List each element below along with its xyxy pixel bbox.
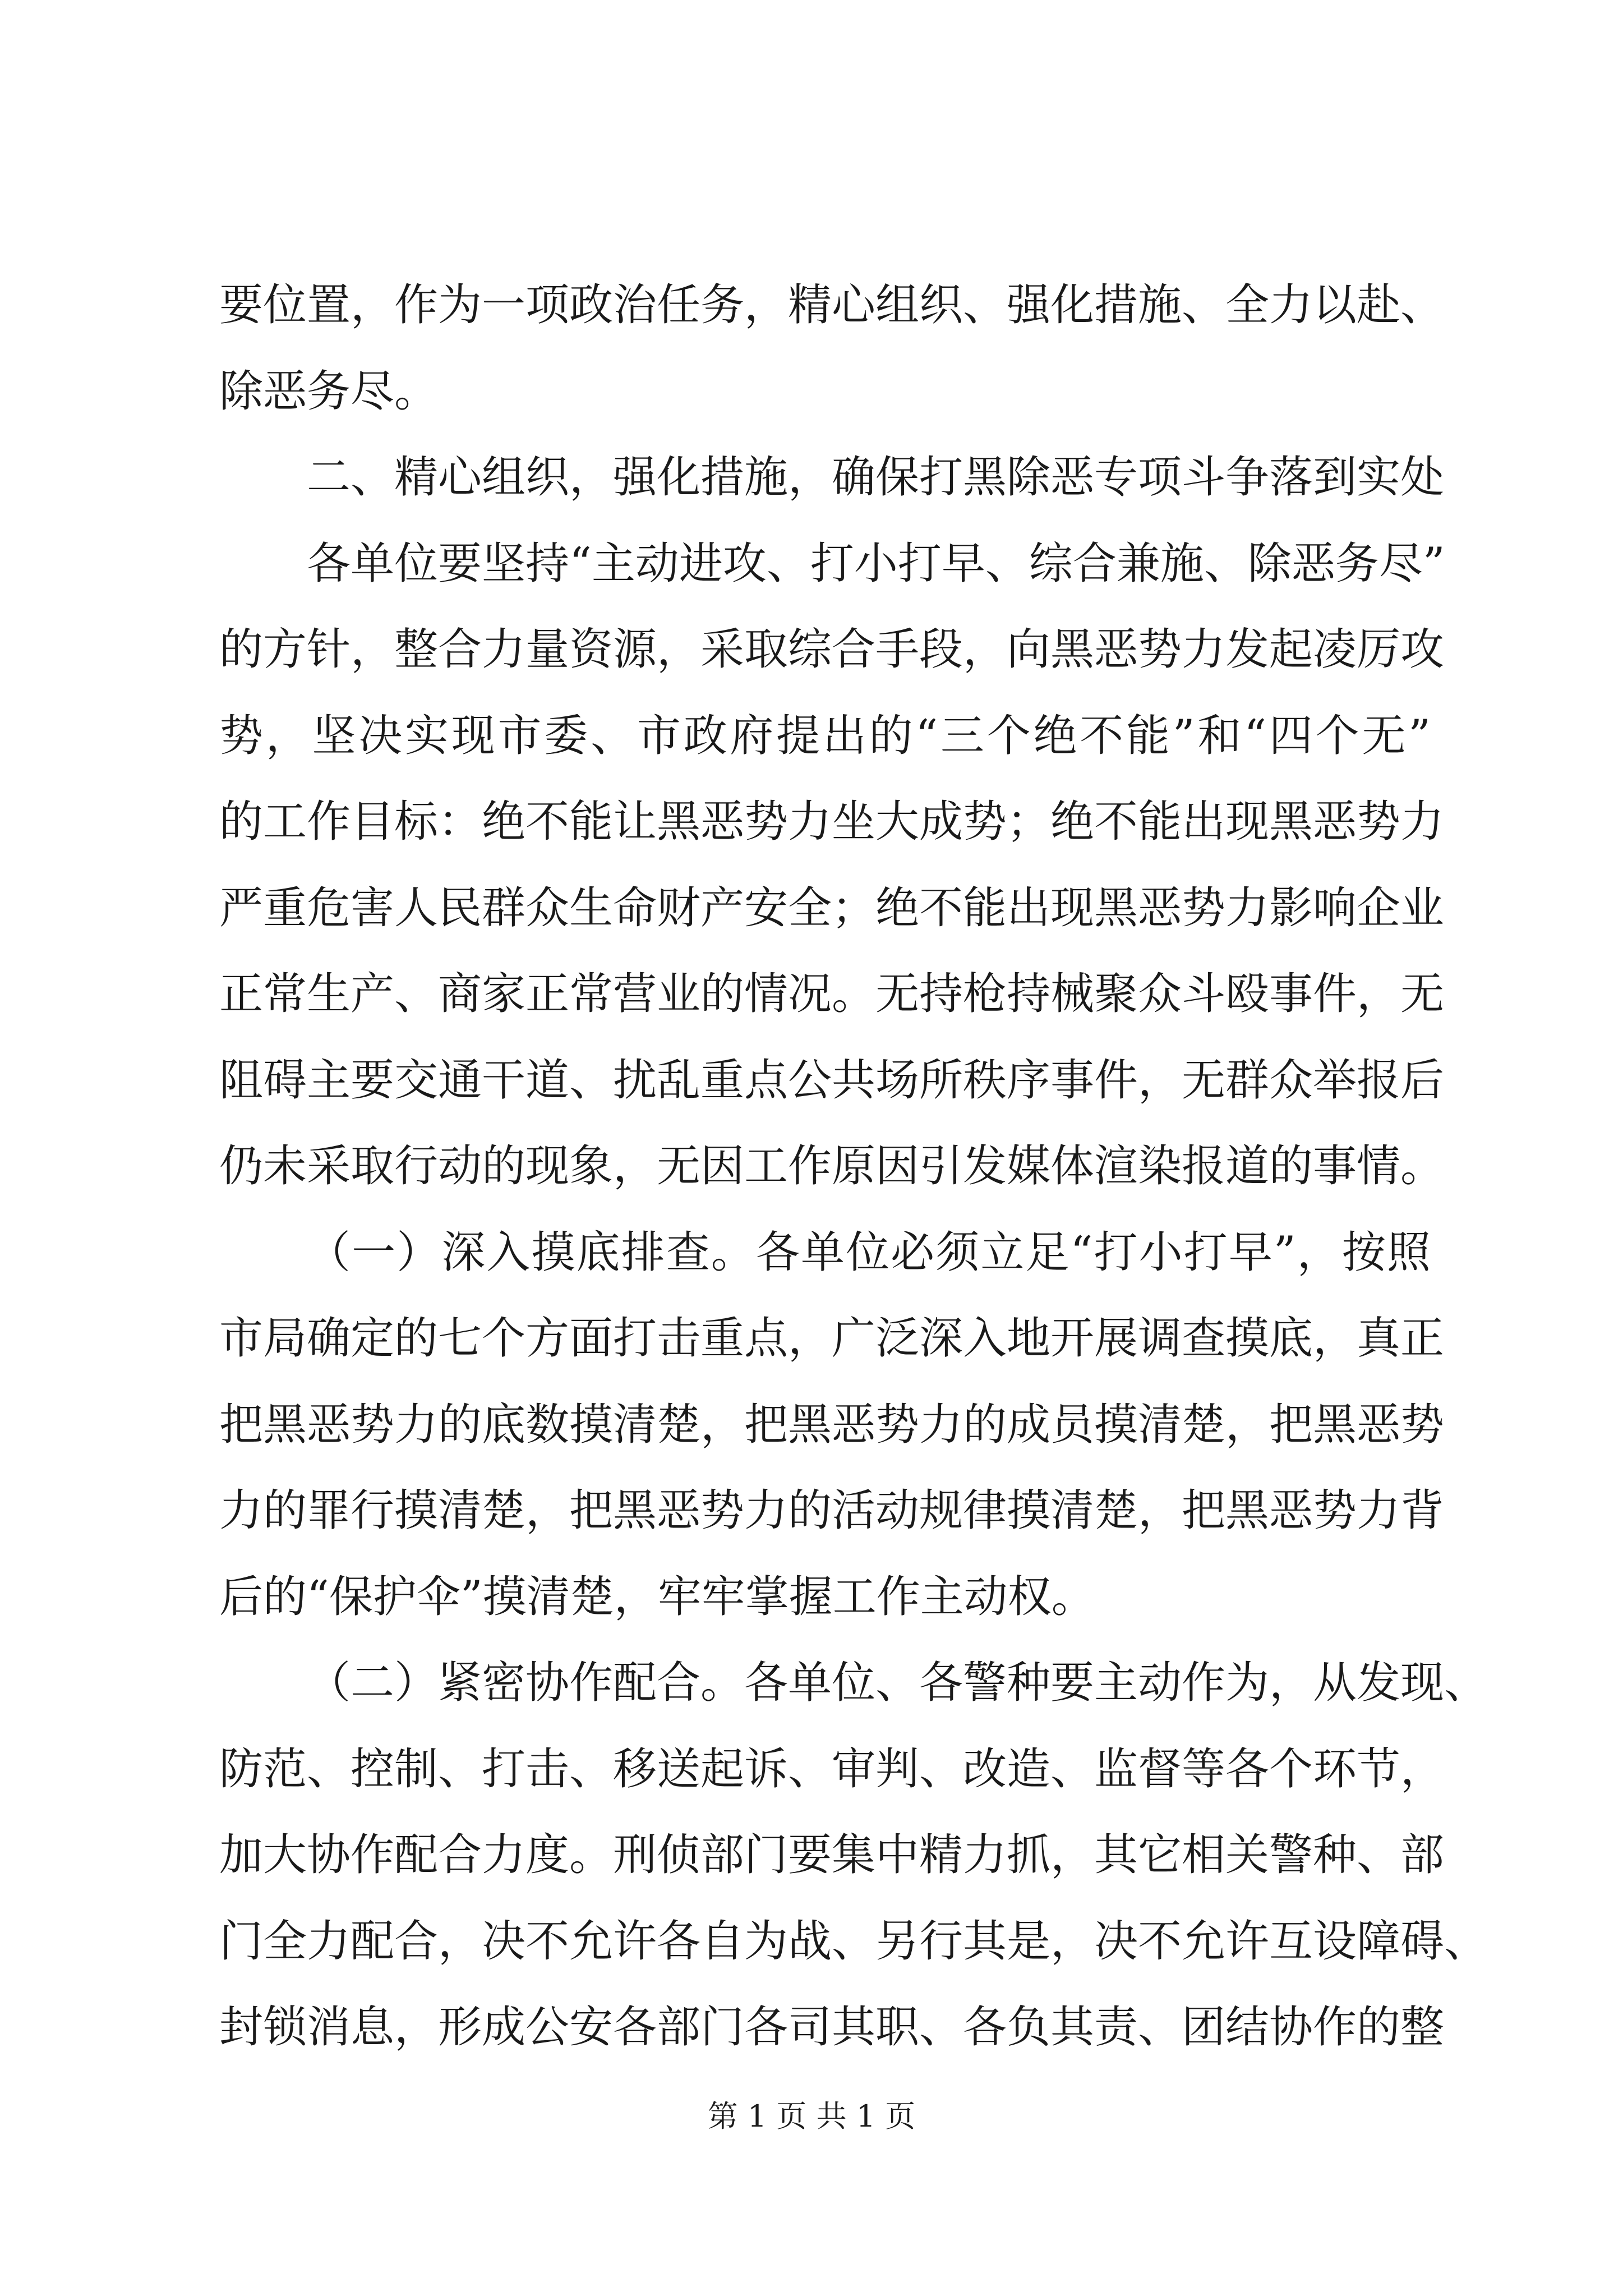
paragraph-line: 封锁消息，形成公安各部门各司其职、各负其责、团结协作的整 bbox=[219, 2002, 1445, 2053]
paragraph-line: 各单位要坚持“主动进攻、打小打早、综合兼施、除恶务尽” bbox=[307, 538, 1445, 589]
paragraph-line: 后的“保护伞”摸清楚，牢牢掌握工作主动权。 bbox=[219, 1571, 1095, 1622]
paragraph-line: 的工作目标：绝不能让黑恶势力坐大成势；绝不能出现黑恶势力 bbox=[219, 797, 1445, 847]
paragraph-line: 市局确定的七个方面打击重点，广泛深入地开展调查摸底，真正 bbox=[219, 1313, 1445, 1364]
paragraph-line: 势，坚决实现市委、市政府提出的“三个绝不能”和“四个无” bbox=[219, 710, 1431, 761]
paragraph-line: 加大协作配合力度。刑侦部门要集中精力抓，其它相关警种、部 bbox=[219, 1830, 1445, 1880]
paragraph-line: 把黑恶势力的底数摸清楚，把黑恶势力的成员摸清楚，把黑恶势 bbox=[219, 1399, 1445, 1450]
paragraph-line: 的方针，整合力量资源，采取综合手段，向黑恶势力发起凌厉攻 bbox=[219, 624, 1445, 675]
paragraph-line: 防范、控制、打击、移送起诉、审判、改造、监督等各个环节， bbox=[219, 1743, 1445, 1795]
paragraph-line: （二）紧密协作配合。各单位、各警种要主动作为，从发现、 bbox=[307, 1658, 1488, 1708]
paragraph-line: 要位置，作为一项政治任务，精心组织、强化措施、全力以赴、 bbox=[219, 280, 1445, 330]
paragraph-line: 阻碍主要交通干道、扰乱重点公共场所秩序事件，无群众举报后 bbox=[219, 1055, 1445, 1106]
paragraph-line: 仍未采取行动的现象，无因工作原因引发媒体渲染报道的事情。 bbox=[219, 1141, 1445, 1191]
paragraph-line: 除恶务尽。 bbox=[219, 366, 439, 417]
paragraph-line: （一）深入摸底排查。各单位必须立足“打小打早”，按照 bbox=[307, 1227, 1431, 1278]
paragraph-line: 正常生产、商家正常营业的情况。无持枪持械聚众斗殴事件，无 bbox=[219, 969, 1445, 1019]
paragraph-line: 严重危害人民群众生命财产安全；绝不能出现黑恶势力影响企业 bbox=[219, 882, 1445, 933]
page-number-label: 第 1 页 共 1 页 bbox=[707, 2099, 916, 2134]
page-footer bbox=[0, 2097, 1623, 2136]
section-heading: 二、精心组织，强化措施，确保打黑除恶专项斗争落到实处 bbox=[307, 452, 1445, 503]
paragraph-line: 力的罪行摸清楚，把黑恶势力的活动规律摸清楚，把黑恶势力背 bbox=[219, 1485, 1445, 1536]
document-body bbox=[219, 263, 1488, 2071]
paragraph-line: 门全力配合，决不允许各自为战、另行其是，决不允许互设障碍、 bbox=[219, 1916, 1488, 1967]
